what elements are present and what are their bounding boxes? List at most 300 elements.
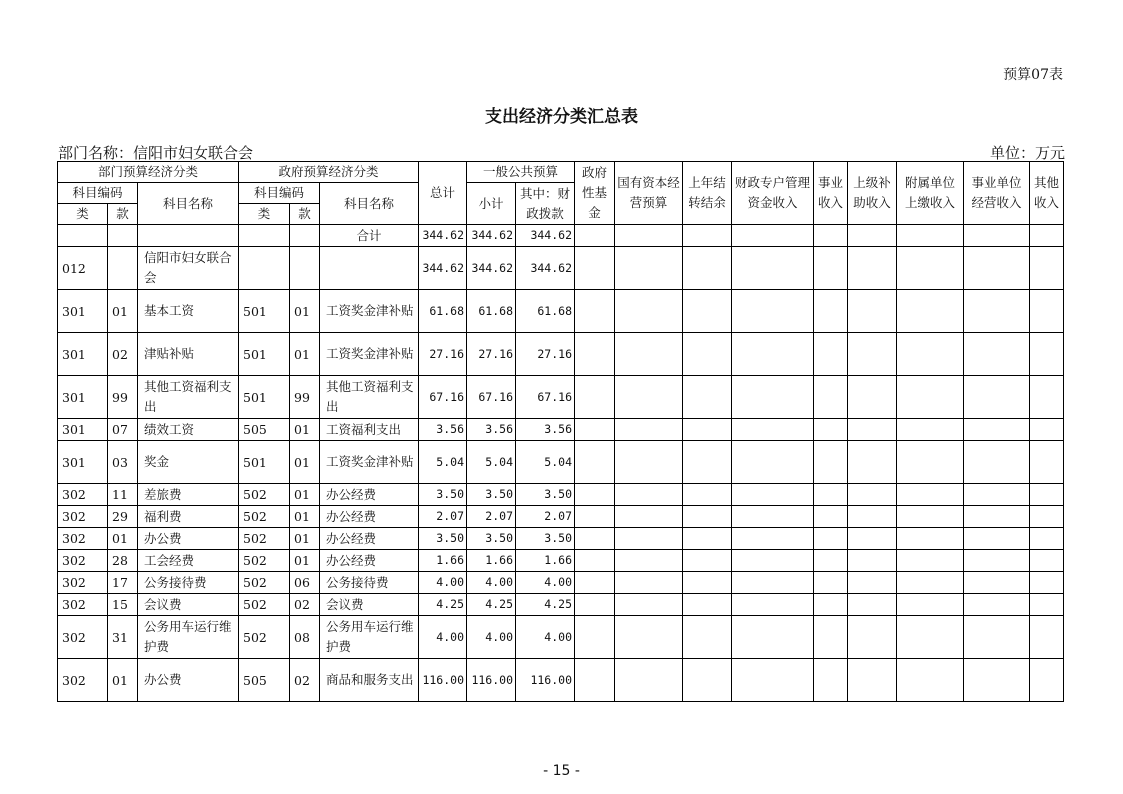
- cell-subtotal: 4.00: [467, 572, 516, 594]
- cell-empty: [848, 225, 897, 247]
- cell-gov-kuan: 01: [290, 290, 320, 333]
- cell-gov-lei: 502: [239, 616, 290, 659]
- cell-empty: [683, 290, 732, 333]
- header-upper-subsidy: 上级补助收入: [848, 162, 897, 225]
- cell-empty: [575, 247, 615, 290]
- cell-empty: [732, 484, 814, 506]
- cell-empty: [1030, 506, 1064, 528]
- cell-empty: [848, 572, 897, 594]
- cell-dept-kuan: 15: [108, 594, 138, 616]
- table-row: [58, 247, 1064, 290]
- cell-empty: [897, 419, 964, 441]
- cell-total: 344.62: [419, 247, 467, 290]
- cell-gov-kuan: 01: [290, 333, 320, 376]
- header-dept-code: 科目编码: [58, 183, 138, 204]
- cell-empty: [814, 225, 848, 247]
- table-row: [58, 572, 1064, 594]
- cell-empty: [897, 333, 964, 376]
- cell-total: 2.07: [419, 506, 467, 528]
- cell-empty: [1030, 616, 1064, 659]
- cell-empty: [897, 441, 964, 484]
- cell-empty: [814, 659, 848, 702]
- cell-gov-lei: 502: [239, 506, 290, 528]
- cell-finance: 4.00: [516, 572, 575, 594]
- cell-empty: [615, 484, 683, 506]
- cell-subtotal: 61.68: [467, 290, 516, 333]
- cell-dept-lei: [58, 225, 108, 247]
- form-number: 预算07表: [1003, 67, 1063, 83]
- cell-empty: [964, 528, 1030, 550]
- page-title: 支出经济分类汇总表: [485, 107, 638, 127]
- cell-total: 67.16: [419, 376, 467, 419]
- header-dept-class: 部门预算经济分类: [58, 162, 239, 183]
- cell-finance: 1.66: [516, 550, 575, 572]
- cell-empty: [683, 441, 732, 484]
- cell-gov-subject-name: 工资奖金津补贴: [320, 290, 419, 333]
- cell-empty: [848, 247, 897, 290]
- cell-empty: [615, 441, 683, 484]
- cell-empty: [897, 376, 964, 419]
- cell-empty: [814, 290, 848, 333]
- cell-empty: [964, 290, 1030, 333]
- cell-dept-lei: 302: [58, 550, 108, 572]
- cell-dept-lei: 302: [58, 594, 108, 616]
- cell-finance: 3.50: [516, 484, 575, 506]
- cell-empty: [575, 225, 615, 247]
- cell-empty: [732, 594, 814, 616]
- header-total: 总计: [419, 162, 467, 225]
- cell-empty: [964, 572, 1030, 594]
- cell-finance: 67.16: [516, 376, 575, 419]
- cell-empty: [964, 659, 1030, 702]
- cell-dept-subject-name: 会议费: [138, 594, 239, 616]
- cell-empty: [848, 441, 897, 484]
- cell-empty: [575, 550, 615, 572]
- cell-subtotal: 116.00: [467, 659, 516, 702]
- cell-dept-kuan: 99: [108, 376, 138, 419]
- table-row: [58, 506, 1064, 528]
- cell-total: 4.25: [419, 594, 467, 616]
- cell-empty: [814, 550, 848, 572]
- cell-empty: [814, 528, 848, 550]
- cell-empty: [964, 616, 1030, 659]
- cell-empty: [1030, 572, 1064, 594]
- cell-empty: [897, 528, 964, 550]
- cell-finance: 4.25: [516, 594, 575, 616]
- cell-empty: [575, 419, 615, 441]
- cell-dept-lei: 301: [58, 441, 108, 484]
- cell-empty: [732, 550, 814, 572]
- cell-empty: [814, 419, 848, 441]
- header-gov-kuan: 款: [290, 204, 320, 225]
- cell-empty: [814, 506, 848, 528]
- cell-gov-subject-name: 会议费: [320, 594, 419, 616]
- cell-gov-kuan: 01: [290, 441, 320, 484]
- cell-empty: [1030, 376, 1064, 419]
- cell-total: 1.66: [419, 550, 467, 572]
- cell-empty: [683, 419, 732, 441]
- cell-empty: [615, 594, 683, 616]
- cell-gov-lei: 502: [239, 550, 290, 572]
- table-row: [58, 594, 1064, 616]
- cell-empty: [964, 550, 1030, 572]
- cell-dept-lei: 301: [58, 419, 108, 441]
- header-affiliated: 附属单位上缴收入: [897, 162, 964, 225]
- cell-gov-lei: 501: [239, 333, 290, 376]
- cell-dept-kuan: 01: [108, 528, 138, 550]
- cell-dept-lei: 302: [58, 484, 108, 506]
- cell-empty: [575, 333, 615, 376]
- cell-empty: [848, 616, 897, 659]
- cell-empty: [732, 528, 814, 550]
- cell-gov-kuan: 06: [290, 572, 320, 594]
- cell-finance: 3.50: [516, 528, 575, 550]
- cell-total: 4.00: [419, 616, 467, 659]
- cell-empty: [964, 594, 1030, 616]
- cell-dept-subject-name: 办公费: [138, 528, 239, 550]
- cell-dept-subject-name: 差旅费: [138, 484, 239, 506]
- cell-finance: 2.07: [516, 506, 575, 528]
- cell-dept-lei: 302: [58, 659, 108, 702]
- table-row: [58, 616, 1064, 659]
- table-row: [58, 441, 1064, 484]
- cell-gov-subject-name: [320, 247, 419, 290]
- table-row: [58, 333, 1064, 376]
- cell-empty: [615, 247, 683, 290]
- cell-subtotal: 3.56: [467, 419, 516, 441]
- cell-gov-kuan: 01: [290, 528, 320, 550]
- cell-empty: [1030, 333, 1064, 376]
- cell-gov-kuan: 01: [290, 484, 320, 506]
- cell-empty: [615, 419, 683, 441]
- cell-gov-lei: 505: [239, 419, 290, 441]
- cell-finance: 5.04: [516, 441, 575, 484]
- cell-dept-lei: 301: [58, 376, 108, 419]
- cell-dept-subject-name: 奖金: [138, 441, 239, 484]
- cell-empty: [897, 247, 964, 290]
- cell-gov-kuan: 02: [290, 594, 320, 616]
- header-other: 其他收入: [1030, 162, 1064, 225]
- cell-gov-subject-name: 商品和服务支出: [320, 659, 419, 702]
- cell-total: 4.00: [419, 572, 467, 594]
- cell-empty: [575, 441, 615, 484]
- cell-empty: [897, 659, 964, 702]
- cell-empty: [1030, 659, 1064, 702]
- cell-empty: [575, 290, 615, 333]
- table-row: [58, 528, 1064, 550]
- cell-dept-subject-name: 绩效工资: [138, 419, 239, 441]
- cell-gov-subject-name: 公务用车运行维护费: [320, 616, 419, 659]
- table-row: [58, 659, 1064, 702]
- cell-empty: [732, 572, 814, 594]
- cell-empty: [615, 506, 683, 528]
- cell-empty: [683, 594, 732, 616]
- cell-total: 3.50: [419, 528, 467, 550]
- cell-empty: [575, 594, 615, 616]
- cell-dept-lei: 302: [58, 506, 108, 528]
- table-row: [58, 225, 1064, 247]
- cell-gov-kuan: 08: [290, 616, 320, 659]
- header-of-which-finance: 其中：财政拨款: [516, 183, 575, 225]
- cell-empty: [848, 528, 897, 550]
- table-row: [58, 290, 1064, 333]
- cell-empty: [814, 441, 848, 484]
- cell-subtotal: 1.66: [467, 550, 516, 572]
- cell-empty: [814, 616, 848, 659]
- cell-finance: 344.62: [516, 225, 575, 247]
- cell-empty: [615, 528, 683, 550]
- cell-dept-kuan: 29: [108, 506, 138, 528]
- cell-empty: [897, 225, 964, 247]
- cell-gov-lei: [239, 247, 290, 290]
- cell-empty: [683, 376, 732, 419]
- cell-empty: [683, 225, 732, 247]
- cell-empty: [814, 484, 848, 506]
- cell-subtotal: 3.50: [467, 528, 516, 550]
- header-special-mgmt: 财政专户管理资金收入: [732, 162, 814, 225]
- cell-gov-lei: [239, 225, 290, 247]
- cell-dept-kuan: 28: [108, 550, 138, 572]
- cell-gov-kuan: 99: [290, 376, 320, 419]
- cell-dept-lei: 301: [58, 333, 108, 376]
- cell-gov-lei: 502: [239, 594, 290, 616]
- cell-empty: [615, 333, 683, 376]
- cell-empty: [575, 528, 615, 550]
- cell-empty: [1030, 594, 1064, 616]
- cell-finance: 344.62: [516, 247, 575, 290]
- cell-dept-lei: 302: [58, 528, 108, 550]
- cell-empty: [848, 659, 897, 702]
- cell-dept-subject-name: 公务用车运行维护费: [138, 616, 239, 659]
- header-subtotal: 小计: [467, 183, 516, 225]
- cell-dept-kuan: 01: [108, 659, 138, 702]
- cell-subtotal: 27.16: [467, 333, 516, 376]
- cell-empty: [683, 528, 732, 550]
- department-name: 部门名称：信阳市妇女联合会: [58, 144, 254, 162]
- cell-empty: [683, 333, 732, 376]
- cell-empty: [848, 594, 897, 616]
- cell-gov-subject-name: 合计: [320, 225, 419, 247]
- cell-dept-kuan: 01: [108, 290, 138, 333]
- cell-empty: [615, 659, 683, 702]
- cell-gov-subject-name: 公务接待费: [320, 572, 419, 594]
- cell-subtotal: 2.07: [467, 506, 516, 528]
- cell-empty: [814, 376, 848, 419]
- cell-empty: [848, 550, 897, 572]
- cell-empty: [575, 659, 615, 702]
- cell-empty: [732, 247, 814, 290]
- cell-empty: [964, 333, 1030, 376]
- cell-dept-subject-name: 津贴补贴: [138, 333, 239, 376]
- cell-empty: [897, 594, 964, 616]
- cell-empty: [732, 290, 814, 333]
- cell-gov-subject-name: 办公经费: [320, 484, 419, 506]
- cell-empty: [732, 506, 814, 528]
- cell-total: 27.16: [419, 333, 467, 376]
- cell-empty: [814, 572, 848, 594]
- cell-empty: [1030, 419, 1064, 441]
- cell-gov-subject-name: 工资福利支出: [320, 419, 419, 441]
- cell-empty: [732, 441, 814, 484]
- cell-empty: [964, 247, 1030, 290]
- cell-empty: [848, 484, 897, 506]
- cell-empty: [683, 506, 732, 528]
- header-general-budget: 一般公共预算: [467, 162, 575, 183]
- cell-gov-subject-name: 办公经费: [320, 550, 419, 572]
- cell-total: 3.50: [419, 484, 467, 506]
- cell-empty: [575, 506, 615, 528]
- cell-dept-subject-name: 基本工资: [138, 290, 239, 333]
- table-row: [58, 376, 1064, 419]
- header-gov-subject-name: 科目名称: [320, 183, 419, 225]
- cell-dept-subject-name: 福利费: [138, 506, 239, 528]
- unit-label: 单位：万元: [989, 144, 1065, 162]
- cell-total: 3.56: [419, 419, 467, 441]
- cell-dept-kuan: 02: [108, 333, 138, 376]
- cell-empty: [615, 550, 683, 572]
- header-dept-subject-name: 科目名称: [138, 183, 239, 225]
- cell-empty: [1030, 528, 1064, 550]
- cell-empty: [897, 616, 964, 659]
- header-gov-class: 政府预算经济分类: [239, 162, 419, 183]
- cell-dept-kuan: [108, 247, 138, 290]
- cell-dept-kuan: 11: [108, 484, 138, 506]
- cell-finance: 27.16: [516, 333, 575, 376]
- cell-empty: [1030, 484, 1064, 506]
- cell-subtotal: 344.62: [467, 247, 516, 290]
- header-shiye-income: 事业收入: [814, 162, 848, 225]
- cell-total: 116.00: [419, 659, 467, 702]
- cell-subtotal: 3.50: [467, 484, 516, 506]
- table-row: [58, 419, 1064, 441]
- header-lei: 类: [58, 204, 108, 225]
- cell-empty: [814, 594, 848, 616]
- cell-empty: [964, 441, 1030, 484]
- cell-dept-kuan: 31: [108, 616, 138, 659]
- cell-empty: [897, 550, 964, 572]
- header-gov-code: 科目编码: [239, 183, 320, 204]
- cell-gov-subject-name: 工资奖金津补贴: [320, 441, 419, 484]
- cell-empty: [615, 290, 683, 333]
- cell-dept-kuan: 07: [108, 419, 138, 441]
- expenditure-table: [57, 161, 1064, 702]
- cell-empty: [683, 616, 732, 659]
- cell-gov-lei: 502: [239, 528, 290, 550]
- cell-dept-subject-name: 工会经费: [138, 550, 239, 572]
- cell-dept-subject-name: 信阳市妇女联合会: [138, 247, 239, 290]
- cell-empty: [964, 484, 1030, 506]
- cell-empty: [897, 290, 964, 333]
- cell-empty: [732, 419, 814, 441]
- cell-dept-kuan: 17: [108, 572, 138, 594]
- cell-dept-subject-name: 办公费: [138, 659, 239, 702]
- cell-gov-lei: 502: [239, 572, 290, 594]
- table-row: [58, 484, 1064, 506]
- cell-empty: [683, 659, 732, 702]
- cell-gov-lei: 501: [239, 290, 290, 333]
- cell-subtotal: 5.04: [467, 441, 516, 484]
- cell-empty: [732, 659, 814, 702]
- cell-empty: [575, 616, 615, 659]
- cell-empty: [732, 616, 814, 659]
- cell-gov-lei: 501: [239, 376, 290, 419]
- cell-empty: [1030, 247, 1064, 290]
- cell-empty: [683, 247, 732, 290]
- header-state-capital: 国有资本经营预算: [615, 162, 683, 225]
- header-gov-fund: 政府性基金: [575, 162, 615, 225]
- cell-empty: [732, 376, 814, 419]
- cell-empty: [848, 290, 897, 333]
- cell-empty: [615, 572, 683, 594]
- cell-gov-subject-name: 办公经费: [320, 528, 419, 550]
- cell-empty: [575, 376, 615, 419]
- cell-empty: [964, 506, 1030, 528]
- cell-gov-kuan: [290, 247, 320, 290]
- cell-gov-subject-name: 工资奖金津补贴: [320, 333, 419, 376]
- cell-empty: [732, 333, 814, 376]
- cell-gov-kuan: 02: [290, 659, 320, 702]
- cell-gov-lei: 501: [239, 441, 290, 484]
- cell-empty: [814, 247, 848, 290]
- header-business: 事业单位经营收入: [964, 162, 1030, 225]
- cell-gov-kuan: [290, 225, 320, 247]
- cell-total: 5.04: [419, 441, 467, 484]
- cell-empty: [848, 506, 897, 528]
- cell-empty: [1030, 225, 1064, 247]
- cell-empty: [683, 550, 732, 572]
- cell-dept-lei: 301: [58, 290, 108, 333]
- cell-dept-lei: 302: [58, 616, 108, 659]
- cell-dept-kuan: 03: [108, 441, 138, 484]
- cell-gov-lei: 502: [239, 484, 290, 506]
- cell-total: 344.62: [419, 225, 467, 247]
- cell-gov-subject-name: 其他工资福利支出: [320, 376, 419, 419]
- cell-finance: 3.56: [516, 419, 575, 441]
- cell-gov-kuan: 01: [290, 419, 320, 441]
- cell-empty: [897, 572, 964, 594]
- cell-empty: [732, 225, 814, 247]
- cell-empty: [897, 506, 964, 528]
- cell-empty: [1030, 290, 1064, 333]
- cell-empty: [848, 376, 897, 419]
- cell-empty: [848, 419, 897, 441]
- cell-dept-subject-name: [138, 225, 239, 247]
- cell-empty: [575, 572, 615, 594]
- cell-empty: [1030, 550, 1064, 572]
- cell-total: 61.68: [419, 290, 467, 333]
- cell-empty: [683, 484, 732, 506]
- cell-gov-kuan: 01: [290, 550, 320, 572]
- cell-subtotal: 4.00: [467, 616, 516, 659]
- cell-empty: [814, 333, 848, 376]
- cell-empty: [615, 376, 683, 419]
- cell-empty: [848, 333, 897, 376]
- cell-empty: [897, 484, 964, 506]
- cell-finance: 61.68: [516, 290, 575, 333]
- cell-dept-kuan: [108, 225, 138, 247]
- cell-gov-kuan: 01: [290, 506, 320, 528]
- header-gov-lei: 类: [239, 204, 290, 225]
- cell-dept-subject-name: 其他工资福利支出: [138, 376, 239, 419]
- cell-subtotal: 344.62: [467, 225, 516, 247]
- page-number: - 15 -: [543, 763, 580, 779]
- cell-empty: [964, 225, 1030, 247]
- header-kuan: 款: [108, 204, 138, 225]
- cell-subtotal: 4.25: [467, 594, 516, 616]
- table-row: [58, 550, 1064, 572]
- cell-empty: [575, 484, 615, 506]
- cell-empty: [615, 225, 683, 247]
